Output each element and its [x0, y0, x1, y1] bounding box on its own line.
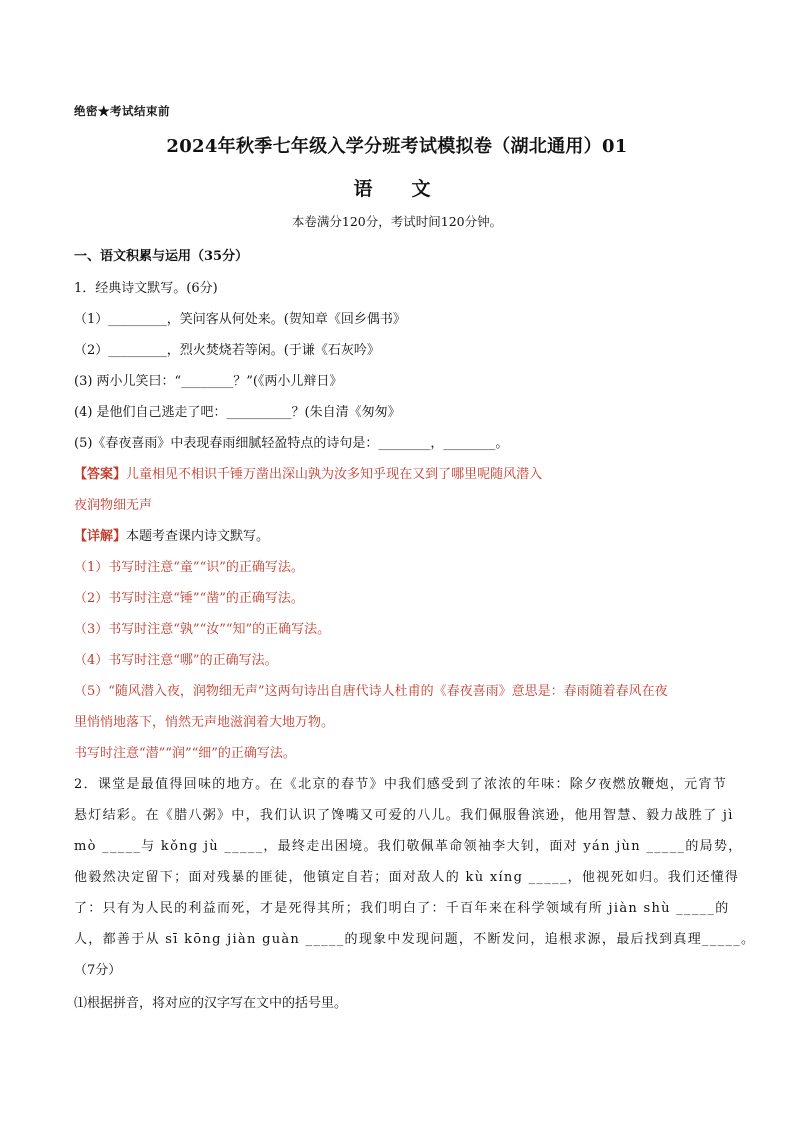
detail-3: （3）书写时注意“孰”“汝”“知”的正确写法。 [74, 622, 331, 637]
q2-line-4: 他毅然决定留下；面对残暴的匪徒，他镇定自若；面对敌人的 kù xíng _____，他视死如归。我们还懂得 [74, 870, 740, 885]
q1-item-3: (3) 两小儿笑曰：“________？”(《两小儿辩日》 [74, 374, 343, 389]
detail-row [74, 527, 269, 547]
q2-line-3: mò _____与 kǒng jù _____，最终走出困境。我们敬佩革命领袖李大钊，面对 yán jùn _____的局势， [74, 839, 743, 854]
q1-item-2: （2）_________，烈火焚烧若等闲。(于谦《石灰吟》 [74, 343, 380, 358]
answer-item: 随风潜入 [490, 467, 543, 482]
detail-1: （1）书写时注意“童”“识”的正确写法。 [74, 560, 304, 575]
q2-sub-1: ⑴根据拼音，将对应的汉字写在文中的括号里。 [74, 996, 348, 1011]
subject-title: 语 文 [353, 178, 441, 200]
detail-intro: 本题考查课内诗文默写。 [126, 529, 270, 544]
detail-2: （2）书写时注意“锤”“凿”的正确写法。 [74, 591, 304, 606]
exam-title: 2024年秋季七年级入学分班考试模拟卷（湖北通用）01 [166, 136, 628, 157]
answer-row [74, 465, 542, 485]
answer-item: 千锤万凿出深山 [217, 467, 309, 482]
q1-item-4: (4) 是他们自己逃走了吧：__________？(朱自清《匆匆》 [74, 405, 401, 420]
question-1-stem: 1．经典诗文默写。(6分) [74, 281, 218, 296]
answer-item: 孰为汝多知乎 [308, 467, 387, 482]
answer-item: 现在又到了哪里呢 [386, 467, 491, 482]
answer-item: 儿童相见不相识 [126, 467, 218, 482]
detail-5-line-3: 书写时注意“潜”“润”“细”的正确写法。 [74, 746, 296, 761]
q2-line-1: 2．课堂是最值得回味的地方。在《北京的春节》中我们感受到了浓浓的年味：除夕夜燃放鞭炮，元宵节 [74, 777, 728, 792]
q1-item-1: （1）_________，笑问客从何处来。(贺知章《回乡偶书》 [74, 312, 406, 327]
q1-item-5: (5)《春夜喜雨》中表现春雨细腻轻盈特点的诗句是：________，________。 [74, 436, 509, 451]
answer-label: 【答案】 [74, 467, 127, 482]
answer-row-2 [74, 496, 152, 516]
detail-5-line-2: 里悄悄地落下，悄然无声地滋润着大地万物。 [74, 715, 335, 730]
answer-item: 润物细无声 [87, 498, 153, 513]
q2-line-6: 人，都善于从 sī kōng jiàn guàn _____的现象中发现问题，不断发问，追根求源，最后找到真理_____。 [74, 932, 756, 947]
q2-line-5: 了：只有为人民的利益而死，才是死得其所；我们明白了：千百年来在科学领域有所 jiàn shù _____的 [74, 901, 730, 916]
detail-label: 【详解】 [74, 529, 127, 544]
q2-line-2: 悬灯结彩。在《腊八粥》中，我们认识了馋嘴又可爱的八儿。我们佩服鲁滨逊，他用智慧、毅力战胜了 jì [74, 808, 734, 823]
answer-item: 夜 [74, 498, 88, 513]
exam-note: 本卷满分120分，考试时间120分钟。 [291, 214, 503, 229]
confidential-label: 绝密★考试结束前 [74, 104, 170, 118]
section-heading: 一、语文积累与运用（35分） [74, 249, 249, 264]
q2-score: （7分） [74, 963, 122, 978]
detail-4: （4）书写时注意“哪”的正确写法。 [74, 653, 278, 668]
detail-5-line-1: （5）“随风潜入夜，润物细无声”这两句诗出自唐代诗人杜甫的《春夜喜雨》意思是：春雨随着春风在夜 [74, 684, 668, 699]
